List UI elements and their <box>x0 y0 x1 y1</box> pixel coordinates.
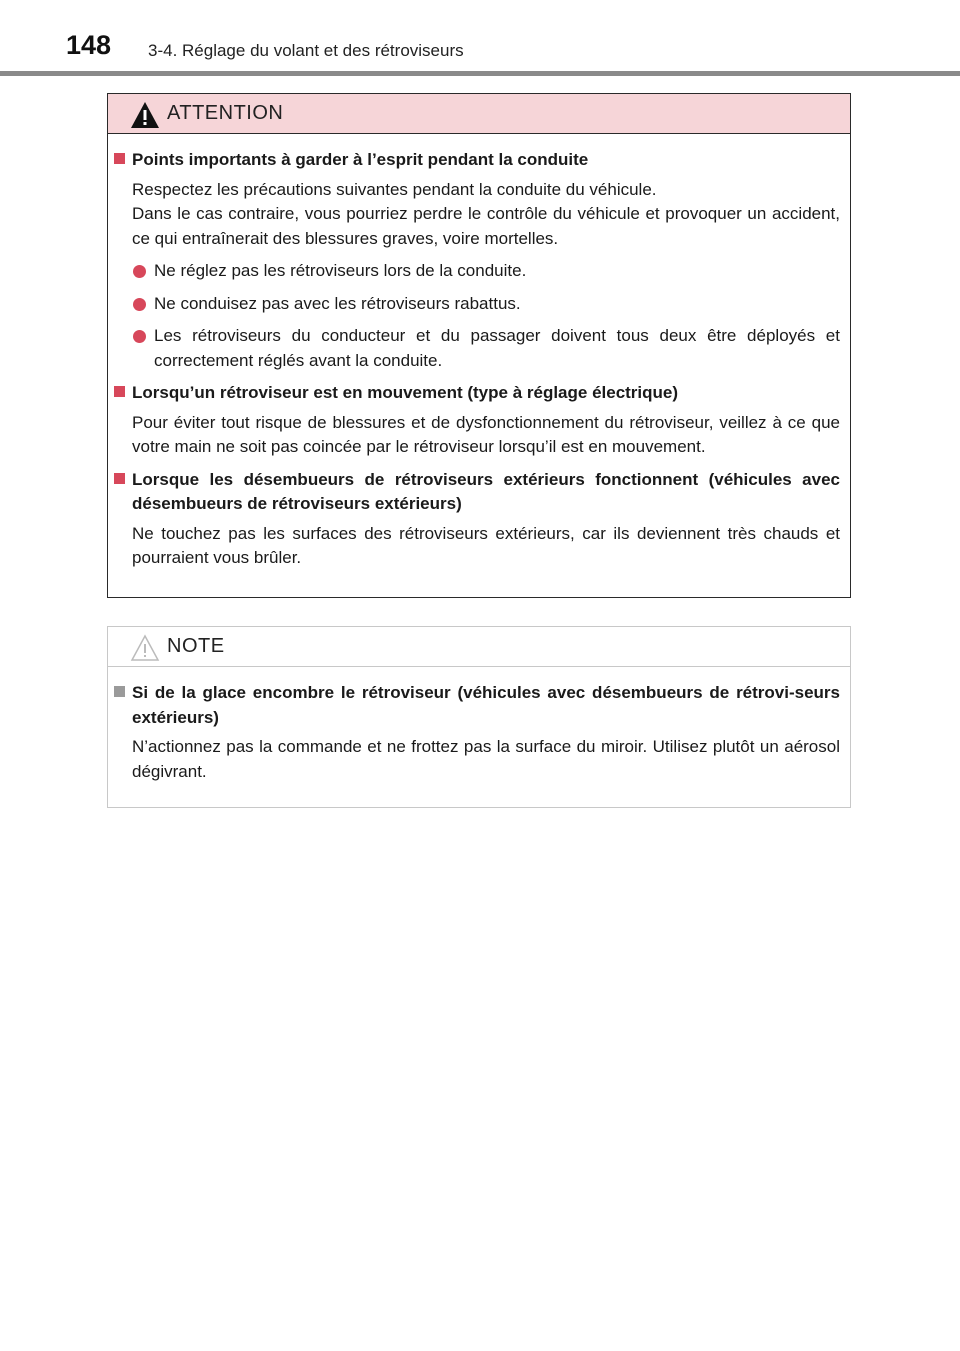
square-bullet-icon <box>114 686 125 697</box>
attention-body <box>108 134 850 571</box>
note-paragraph: N’actionnez pas la commande et ne frottez pas la surface du miroir. Utilisez plutôt un aérosol dégivrant. <box>132 737 840 781</box>
warning-triangle-outline-icon <box>130 634 160 662</box>
page-number: 148 <box>66 30 112 60</box>
attention-paragraph: Dans le cas contraire, vous pourriez perdre le contrôle du véhicule et provoquer un accident, ce qui entraînerait des blessures graves, voire mortelles. <box>132 204 840 248</box>
attention-paragraph: Ne touchez pas les surfaces des rétroviseurs extérieurs, car ils deviennent très chauds et pourraient vous brûler. <box>132 523 840 567</box>
attention-bullet: Ne conduisez pas avec les rétroviseurs rabattus. <box>108 292 840 317</box>
attention-heading-driving: Points importants à garder à l’esprit pendant la conduite <box>108 148 840 173</box>
round-bullet-icon <box>133 330 146 343</box>
note-title: NOTE <box>167 635 225 657</box>
round-bullet-icon <box>133 298 146 311</box>
note-box <box>107 626 851 808</box>
attention-heading-moving-mirror: Lorsqu’un rétroviseur est en mouvement (type à réglage électrique) <box>108 381 840 406</box>
note-body <box>108 667 850 784</box>
attention-heading-defogger: Lorsque les désembueurs de rétroviseurs extérieurs fonctionnent (véhicules avec désembueurs de rétroviseurs extérieurs) <box>108 468 840 517</box>
attention-box <box>107 93 851 598</box>
note-heading-ice: Si de la glace encombre le rétroviseur (véhicules avec désembueurs de rétrovi-seurs extérieurs) <box>108 681 840 730</box>
square-bullet-icon <box>114 386 125 397</box>
page-header <box>0 0 960 76</box>
header-divider <box>0 71 960 76</box>
square-bullet-icon <box>114 473 125 484</box>
square-bullet-icon <box>114 153 125 164</box>
attention-paragraph: Respectez les précautions suivantes pendant la conduite du véhicule. <box>132 179 657 199</box>
section-title: 3-4. Réglage du volant et des rétroviseurs <box>148 41 464 60</box>
warning-triangle-icon <box>130 101 160 129</box>
attention-header <box>108 94 850 134</box>
note-header <box>108 627 850 667</box>
attention-title: ATTENTION <box>167 102 284 124</box>
attention-paragraph: Pour éviter tout risque de blessures et de dysfonctionnement du rétroviseur, veillez à ce que votre main ne soit pas coincée par le rétroviseur lorsqu’il est en mouvement. <box>132 412 840 456</box>
round-bullet-icon <box>133 265 146 278</box>
attention-bullet: Les rétroviseurs du conducteur et du passager doivent tous deux être déployés et correctement réglés avant la conduite. <box>108 324 840 373</box>
attention-bullet: Ne réglez pas les rétroviseurs lors de la conduite. <box>108 259 840 284</box>
